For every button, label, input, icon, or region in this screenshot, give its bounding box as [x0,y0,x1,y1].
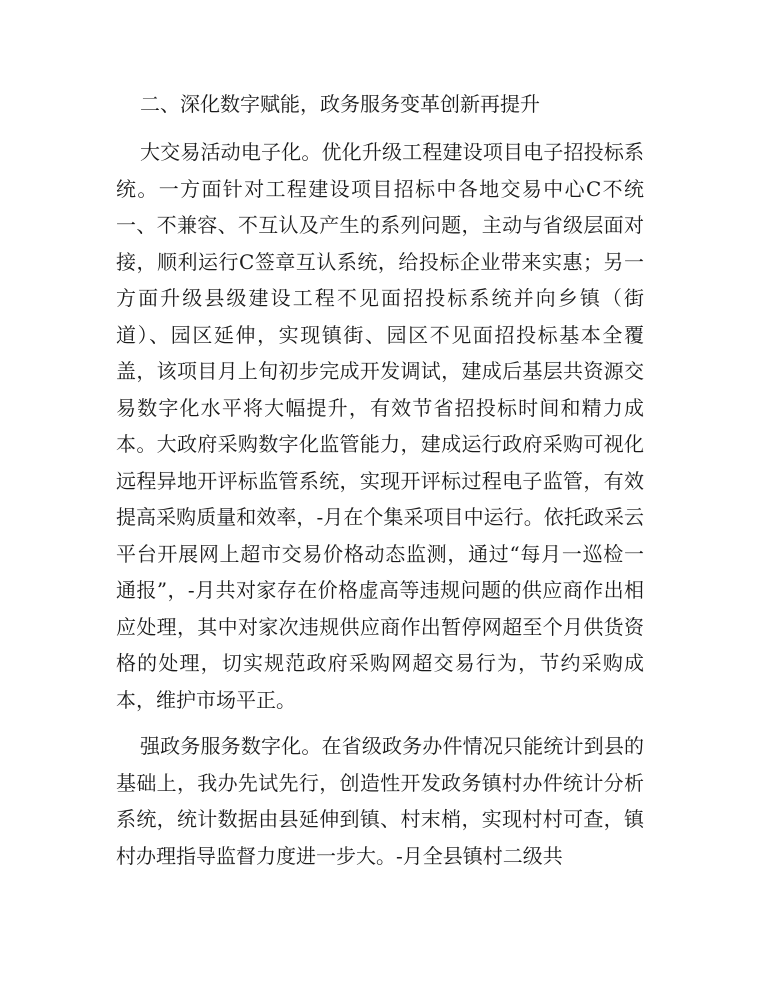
paragraph-transactions: 大交易活动电子化。优化升级工程建设项目电子招投标系统。一方面针对工程建设项目招标中各地交易中心C不统一、不兼容、不互认及产生的系列问题，主动与省级层面对接，顺利运行C签章互认系统，给投标企业带来实惠；另一方面升级县级建设工程不见面招投标系统并向乡镇（街道）、园区延伸，实现镇街、园区不见面招投标基本全覆盖，该项目月上旬初步完成开发调试，建成后基层共资源交易数字化水平将大幅提升，有效节省招投标时间和精力成本。大政府采购数字化监管能力，建成运行政府采购可视化远程异地开评标监管系统，实现开评标过程电子监管，有效提高采购质量和效率，-月在个集采项目中运行。依托政采云平台开展网上超市交易价格动态监测，通过“每月一巡检一通报”，-月共对家存在价格虚高等违规问题的供应商作出相应处理，其中对家次违规供应商作出暂停网超至个月供货资格的处理，切实规范政府采购网超交易行为，节约采购成本，维护市场平正。 [116,140,644,712]
document-page [116,82,644,874]
paragraph-government-services: 强政务服务数字化。在省级政务办件情况只能统计到县的基础上，我办先试先行，创造性开发政务镇村办件统计分析系统，统计数据由县延伸到镇、村末梢，实现村村可查，镇村办理指导监督力度进一步大。-月全县镇村二级共 [116,734,644,868]
section-heading: 二、深化数字赋能，政务服务变革创新再提升 [140,92,540,116]
